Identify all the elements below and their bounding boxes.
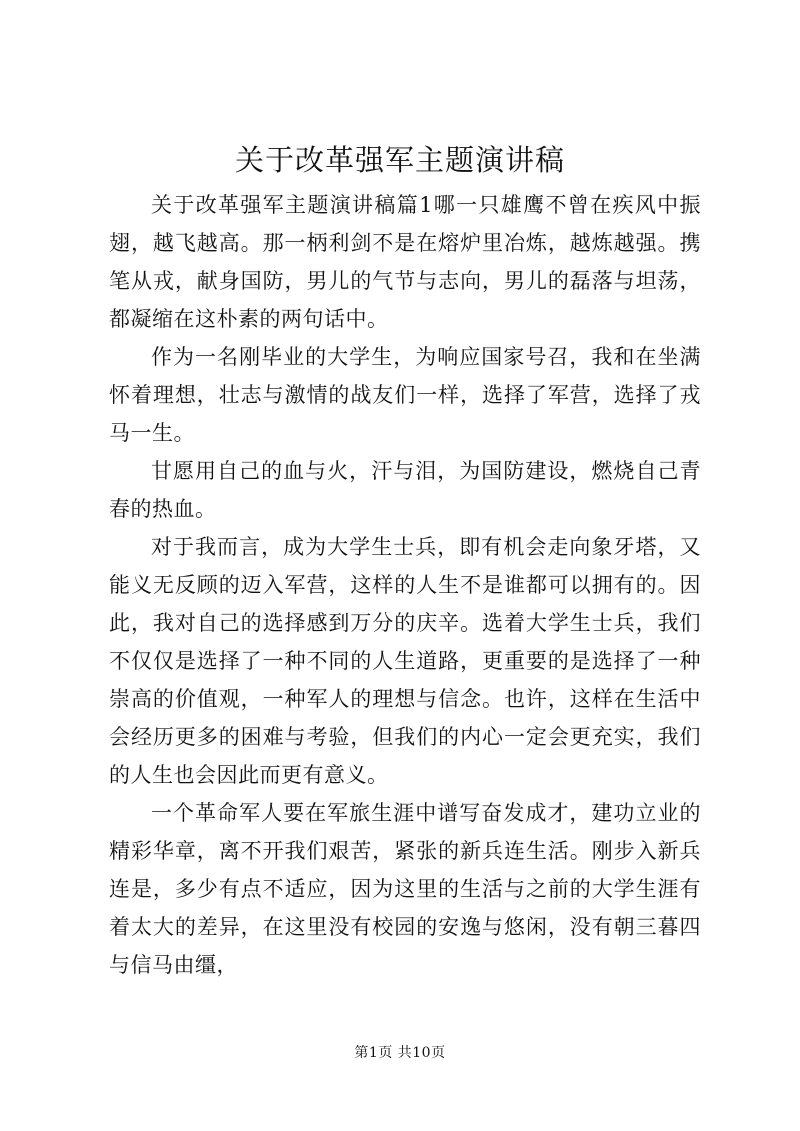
document-body [109,186,701,984]
document-title: 关于改革强军主题演讲稿 [234,143,565,177]
paragraph: 作为一名刚毕业的大学生，为响应国家号召，我和在坐满怀着理想，壮志与激情的战友们一样，选择了军营，选择了戎马一生。 [109,345,701,445]
page-number-footer: 第1页 共10页 [354,1045,446,1061]
paragraph: 一个革命军人要在军旅生涯中谱写奋发成才，建功立业的精彩华章，离不开我们艰苦，紧张的新兵连生活。刚步入新兵连是，多少有点不适应，因为这里的生活与之前的大学生涯有着太大的差异，在这里没有校园的安逸与悠闲，没有朝三暮四与信马由缰， [109,801,701,977]
paragraph: 对于我而言，成为大学生士兵，即有机会走向象牙塔，又能义无反顾的迈入军营，这样的人生不是谁都可以拥有的。因此，我对自己的选择感到万分的庆辛。选着大学生士兵，我们不仅仅是选择了一种不同的人生道路，更重要的是选择了一种崇高的价值观，一种军人的理想与信念。也许，这样在生活中会经历更多的困难与考验，但我们的内心一定会更充实，我们的人生也会因此而更有意义。 [109,535,701,787]
paragraph: 关于改革强军主题演讲稿篇1哪一只雄鹰不曾在疾风中振翅，越飞越高。那一柄利剑不是在熔炉里冶炼，越炼越强。携笔从戎，献身国防，男儿的气节与志向，男儿的磊落与坦荡，都凝缩在这朴素的两句话中。 [109,193,701,331]
paragraph: 甘愿用自己的血与火，汗与泪，为国防建设，燃烧自己青春的热血。 [109,459,701,521]
